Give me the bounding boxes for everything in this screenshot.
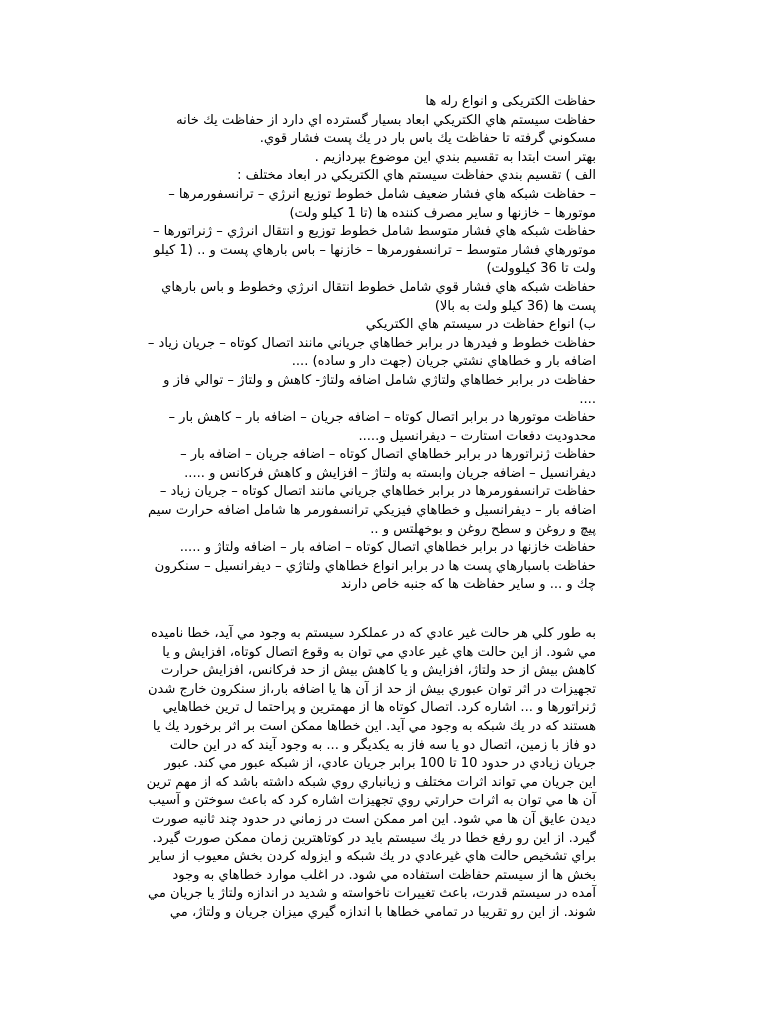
- section-heading: ب) انواع حفاظت در سيستم هاي الكتريكي: [365, 317, 596, 333]
- text-line: براي تشخيص حالت هاي غيرعادي در يك شبكه و ايزوله كردن بخش معيوب از ساير: [149, 849, 596, 865]
- text-line: تجهيزات در اثر توان عبوري بيش از حد از آن ها يا اضافه بار،از سنكرون خارج شدن: [147, 681, 596, 697]
- text-line: به طور كلي هر حالت غير عادي كه در عملكرد سيستم به وجود مي آيد، خطا ناميده: [150, 626, 596, 642]
- text-line: ....: [579, 391, 596, 407]
- text-line: محدوديت دفعات استارت – ديفرانسيل و.....: [358, 428, 596, 444]
- text-line: حفاظت ترانسفورمرها در برابر خطاهاي جرياني مانند اتصال كوتاه – جريان زياد –: [159, 484, 596, 500]
- text-line: ديدن عايق آن ها مي شود. اين امر ممكن است در زماني در حدود چند ثانيه صورت: [151, 811, 596, 827]
- section-fault-description: [96, 625, 596, 923]
- document-body: [96, 93, 596, 923]
- text-line: حفاظت شبكه هاي فشار قوي شامل خطوط انتقال انرژي وخطوط و باس بارهاي: [161, 279, 596, 295]
- text-line: اضافه بار – ديفرانسيل و خطاهاي فيزيكي ترانسفورمر ها شامل اضافه حرارت سيم: [148, 503, 596, 519]
- text-line: ديفرانسيل – اضافه جريان وابسته به ولتاژ – افزايش و كاهش فركانس و .....: [184, 465, 596, 481]
- text-line: حفاظت سيستم هاي الكتريكي ابعاد بسيار گسترده اي دارد از حفاظت يك خانه: [176, 112, 596, 128]
- text-line: چك و ... و ساير حفاظت ها كه جنبه خاص دارند: [340, 577, 596, 593]
- text-line: دو فاز با زمين، اتصال دو يا سه فاز به يكديگر و ... به وجود آيند كه در اين حالت: [169, 737, 596, 753]
- text-line: كاهش بيش از حد ولتاژ، افزايش و يا كاهش بيش از حد فركانس، افزايش حرارت: [160, 663, 596, 679]
- text-line: بهتر است ابتدا به تقسيم بندي اين موضوع بپردازيم .: [314, 149, 596, 165]
- text-line: اين جريان مي تواند اثرات مختلف و زيانباري روي شبكه داشته باشد كه از مهم ترين: [146, 774, 596, 790]
- text-line: مسكوني گرفته تا حفاظت يك باس بار در يك پست فشار قوي.: [259, 131, 596, 147]
- text-line: موتورها – خازنها و ساير مصرف كننده ها (تا 1 كيلو ولت): [289, 205, 596, 221]
- section-protection-types: [96, 93, 596, 595]
- section-heading: الف ) تقسيم بندي حفاظت سيستم هاي الكتريكي در ابعاد مختلف :: [237, 168, 596, 184]
- text-line: بخش ها از سيستم حفاظت استفاده مي شود. در اغلب موارد خطاهاي به وجود: [172, 867, 596, 883]
- paragraph-gap: [96, 595, 596, 625]
- text-line: هستند كه در يك شبكه به وجود مي آيد. اين خطاها ممكن است بر اثر برخورد يك يا: [152, 719, 596, 734]
- text-line: شوند. از اين رو تقريبا در تمامي خطاها با اندازه گيري ميزان جريان و ولتاژ، مي: [169, 904, 596, 920]
- text-line: حفاظت ژنراتورها در برابر خطاهاي اتصال كوتاه – اضافه جريان – اضافه بار –: [180, 447, 596, 463]
- text-line: ژنراتورها و ... اشاره كرد. اتصال كوتاه ها از مهمترين و پراحتما ل ترين خطاهايي: [162, 700, 596, 716]
- text-line: مي شود. از اين حالت هاي غير عادي مي توان به وقوع اتصال كوتاه، افزايش و يا: [162, 644, 596, 660]
- text-line: آمده در سيستم قدرت، باعث تغييرات ناخواسته و شديد در اندازه ولتاژ يا جريان مي: [147, 886, 596, 902]
- text-line: جريان زيادي در حدود 10 تا 100 برابر جريان عادي، از شبكه عبور مي كند. عبور: [164, 756, 596, 772]
- text-line: حفاظت خازنها در برابر خطاهاي اتصال كوتاه – اضافه بار – اضافه ولتاژ و .....: [179, 540, 596, 556]
- text-line: موتورهاي فشار متوسط – ترانسفورمرها – خازنها – باس بارهاي پست و .. (1 كيلو: [154, 242, 596, 258]
- text-line: آن ها مي توان به اثرات حرارتي روي تجهيزات اشاره كرد كه باعث سوختن و آسيب: [148, 793, 596, 809]
- text-line: حفاظت خطوط و فيدرها در برابر خطاهاي جرياني مانند اتصال كوتاه – جريان زياد –: [147, 335, 596, 351]
- text-line: پيچ و روغن و سطح روغن و بوخهلتس و ..: [370, 521, 596, 537]
- text-line: اضافه بار و خطاهاي نشتي جريان (جهت دار و ساده) ....: [291, 354, 596, 370]
- text-line: حفاظت شبكه هاي فشار متوسط شامل خطوط توزيع و انتقال انرژي – ژنراتورها –: [152, 224, 596, 240]
- text-line: ولت تا 36 كيلوولت): [486, 261, 596, 277]
- text-line: گيرد. از اين رو رفع خطا در يك سيستم بايد در كوتاهترين زمان ممكن صورت گيرد.: [152, 830, 596, 846]
- document-title: حفاظت الکتریکی و انواع رله ها: [425, 94, 596, 109]
- text-line: حفاظت باسبارهاي پست ها در برابر انواع خطاهاي ولتاژي – ديفرانسيل – سنكرون: [154, 558, 596, 574]
- text-line: حفاظت موتورها در برابر اتصال كوتاه – اضافه جريان – اضافه بار – كاهش بار –: [168, 410, 596, 426]
- text-line: پست ها (36 كيلو ولت به بالا): [434, 298, 596, 314]
- text-line: – حفاظت شبكه هاي فشار ضعيف شامل خطوط توزيع انرژي – ترانسفورمرها –: [168, 186, 596, 202]
- text-line: حفاظت در برابر خطاهاي ولتاژي شامل اضافه ولتاژ- كاهش و ولتاژ – توالي فاز و: [163, 372, 596, 388]
